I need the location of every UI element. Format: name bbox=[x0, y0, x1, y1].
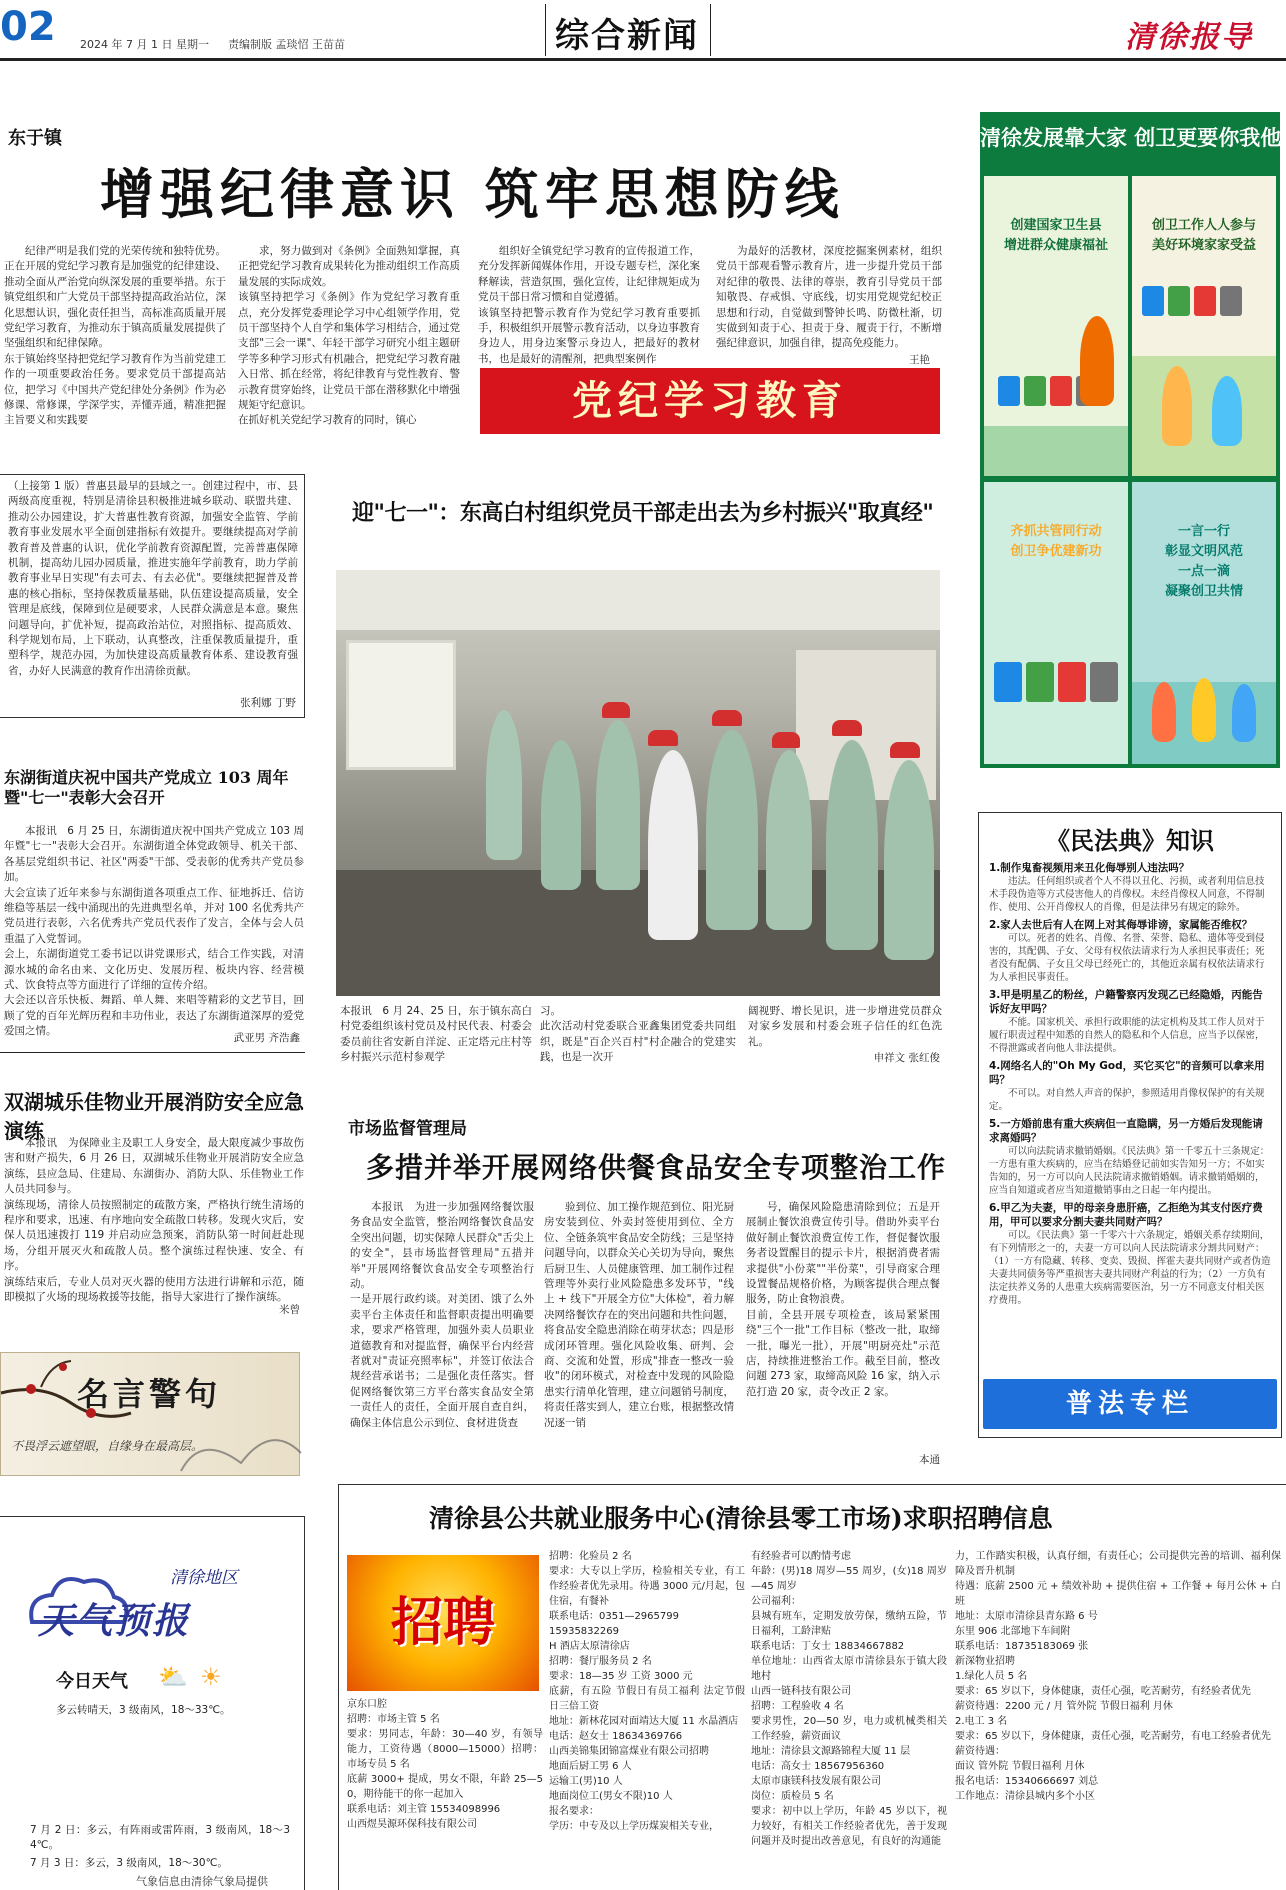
civil-code-box bbox=[978, 812, 1282, 1438]
jobs-col-3: 有经验者可以酌情考虑 年龄：(男)18 周岁—55 周岁，(女)18 周岁—45 周岁 公司福利： 县城有班车，定期发放劳保，缴纳五险，节日福利，工龄津贴 联系电话：丁女士 18834667882 单位地址：山西省太原市清徐县东于镇大段地村 山西一链科技有限公司 招聘：工程验收 4 名 要求男性，20—50 岁，电力或机械类相关工作经验，薪资面议 地址：清徐县文源路锦程大厦 11 层 电话：高女士 18567956360 太原市康镁科技发展有限公司 岗位：质检员 5 名 要求：初中以上学历，年龄 45 岁以下，视力较好，有相关工作经验者优先，善于发现问题并及时提出改善意见，有良好的沟通能 bbox=[751, 1551, 947, 1847]
feature-caption-col2: 习。 此次活动村党委联合亚鑫集团党委共同组织，既是"百企兴百村"村企融合的党建实践，也是一次开 bbox=[540, 1005, 736, 1064]
continued-article-box bbox=[0, 474, 305, 718]
forecast-day2: 7 月 2 日：多云，有阵雨或雷阵雨，3 级南风，18～34℃。 bbox=[30, 1824, 290, 1852]
poster-panel-1 bbox=[984, 176, 1128, 476]
qa-question: 3.甲是明星乙的粉丝，户籍警察丙发现乙已经隐婚，丙能告诉好友甲吗？ bbox=[989, 989, 1263, 1015]
qa-item bbox=[989, 918, 1273, 984]
civic-poster-title: 清徐发展靠大家 创卫更要你我他 bbox=[980, 125, 1282, 150]
market-col-2-text: 验到位、加工操作规范到位、阳光厨房安装到位、外卖封签使用到位、全方位、全链条筑牢食品安全防线；三是坚持问题导向，以群众关心关切为导向，聚焦后厨卫生、人员健康管理、加工制作过程管理等外卖行业风险隐患多发环节，"线上 + 线下"开展全方位"大体检"，着力解决网络餐饮存在的突出问题和共性问题，将食品安全隐患消除在萌芽状态；四是形成闭环管理。强化风险收集、研判、会商、交流和处置，形成"排查一整改一验收"的闭环模式，对检查中发现的风险隐患实行清单化管理，建立问题销号制度，将责任落实到人，建立台账，根据整改情况逐一销 bbox=[544, 1201, 734, 1429]
lead-col-3-text: 组织好全镇党纪学习教育的宣传报道工作，充分发挥新闻媒体作用，开设专题专栏，深化案释解读，营造氛围，强化宣传，让纪律规矩成为党员干部日常习惯和自觉遵循。 该镇坚持把警示教育作为党纪学习教育重要抓手，积极组织开展警示教育活动，以身边事教育身边人，用身边案警示身边人，把最好的教材书，也是最好的清醒剂，把典型案例作 bbox=[478, 245, 700, 365]
jobs-poster-text: 招聘 bbox=[390, 1592, 495, 1653]
sun-icon: ☀ bbox=[200, 1663, 222, 1691]
poster-panel-2 bbox=[1132, 176, 1276, 476]
law-column-banner bbox=[983, 1379, 1277, 1429]
qa-answer: 违法。任何组织或者个人不得以丑化、污损，或者利用信息技术手段伪造等方式侵害他人的肖像权。未经肖像权人同意，不得制作、使用、公开肖像权人的肖像，但是法律另有规定的除外。 bbox=[989, 876, 1265, 913]
poster-panel-3-text: 齐抓共管同行动 创卫争优建新功 bbox=[1010, 524, 1102, 559]
proverb-title: 名言警句 bbox=[77, 1375, 222, 1413]
lead-col-4-text: 为最好的活教材，深度挖掘案例素材，组织党员干部观看警示教育片，进一步提升党员干部对纪律的敬畏、法律的尊崇，教育引导党员干部知敬畏、存戒惧、守底线，切实用党规党纪校正思想和行动，自觉做到警钟长鸣、防微杜渐，切实做到知责于心、担责于身、履责于行，不断增强纪律意识，加强自律，提高免疫能力。 bbox=[716, 245, 942, 350]
page-number: 02 bbox=[0, 4, 56, 50]
jobs-box bbox=[338, 1484, 1286, 1890]
law-column-banner-text: 普法专栏 bbox=[1065, 1389, 1194, 1419]
qa-item bbox=[989, 1201, 1273, 1307]
dongzhu-headline: 东湖街道庆祝中国共产党成立 103 周年暨"七一"表彰大会召开 bbox=[4, 768, 289, 807]
weather-logo-text: 天气预报 bbox=[38, 1601, 191, 1642]
market-col-1 bbox=[350, 1200, 534, 1470]
jobs-headline: 清徐县公共就业服务中心(清徐县零工市场)求职招聘信息 bbox=[429, 1504, 1053, 1533]
weather-source: 气象信息由清徐气象局提供 bbox=[136, 1875, 268, 1888]
qa-answer: 不能。国家机关、承担行政职能的法定机构及其工作人员对于履行职责过程中知悉的自然人的隐私和个人信息，应当予以保密，不得泄露或者向他人非法提供。 bbox=[989, 1017, 1265, 1054]
feature-headline: 迎"七一"：东高白村组织党员干部走出去为乡村振兴"取真经" bbox=[352, 500, 934, 526]
fire-drill-body bbox=[4, 1136, 304, 1302]
jobs-col-2: 招聘：化验员 2 名 要求：大专以上学历，检验相关专业，有工作经验者优先录用。待遇 3000 元/月起，包住宿，有餐补 联系电话：0351—2965799 15935832269 H 酒店太原清徐店 招聘：餐厅服务员 2 名 要求：18—35 岁 工资 3000 元 底薪，有五险 节假日有员工福利 法定节假日三倍工资 地址：新林花园对面靖达大厦 11 水晶酒店 电话：赵女士 18634369766 山西美锦集团锦富煤业有限公司招聘 地面后厨工男 6 人 运输工(男)10 人 地面岗位工(男女不限)10 人 报名要求： 学历：中专及以上学历煤炭相关专业， bbox=[549, 1551, 745, 1832]
weather-box bbox=[0, 1516, 305, 1890]
qa-item bbox=[989, 1117, 1273, 1197]
lead-byline: 王艳 bbox=[909, 354, 930, 366]
lead-col-2 bbox=[238, 244, 460, 430]
poster-panel-2-text: 创卫工作人人参与 美好环境家家受益 bbox=[1151, 218, 1256, 253]
proverb-box bbox=[0, 1352, 300, 1476]
poster-panel-4 bbox=[1132, 482, 1276, 764]
qa-answer: 可以向法院请求撤销婚姻。《民法典》第一千零五十三条规定：一方患有重大疾病的，应当在结婚登记前如实告知另一方；不如实告知的，另一方可以向人民法院请求撤销婚姻。请求撤销婚姻的，应当自知道或者应当知道撤销事由之日起一年内提出。 bbox=[989, 1146, 1270, 1196]
poster-panel-4-text: 一言一行 彰显文明风范 一点一滴 凝聚创卫共情 bbox=[1164, 524, 1243, 599]
dongzhu-byline: 武亚男 齐浩鑫 bbox=[233, 1032, 300, 1044]
qa-answer: 可以。《民法典》第一千零六十六条规定，婚姻关系存续期间，有下列情形之一的，夫妻一方可以向人民法院请求分割共同财产：（1）一方有隐藏、转移、变卖、毁损、挥霍夫妻共同财产或者伪造夫妻共同债务等严重损害夫妻共同财产利益的行为；（2）一方负有法定扶养义务的人患重大疾病需要医治，另一方不同意支付相关医疗费用。 bbox=[989, 1230, 1271, 1306]
today-weather-label: 今日天气 bbox=[56, 1671, 128, 1692]
poster-panel-1-text: 创建国家卫生县 增进群众健康福祉 bbox=[1003, 218, 1108, 253]
lead-col-1-text: 纪律严明是我们党的光荣传统和独特优势。正在开展的党纪学习教育是加强党的纪律建设、推动全面从严治党向纵深发展的重要举措。东于镇党组织和广大党员干部坚持提高政治站位，深化思想认识，强化责任担当，高标准高质量开展党纪学习教育，为推动东于镇高质量发展提供了坚强组织和纪律保障。 东于镇始终坚持把党纪学习教育作为当前党建工作的一项重要政治任务。要求党员干部提高站位，把学习《中国共产党纪律处分条例》作为必修课、常修课，学深学实，弄懂弄通，精准把握主旨要义和实践要 bbox=[4, 245, 226, 427]
fire-drill-byline: 米曾 bbox=[279, 1304, 300, 1316]
lead-col-1 bbox=[4, 244, 226, 430]
qa-question: 2.家人去世后有人在网上对其侮辱诽谤，家属能否维权？ bbox=[989, 919, 1253, 931]
market-headline: 多措并举开展网络供餐食品安全专项整治工作 bbox=[366, 1151, 947, 1184]
feature-photo bbox=[336, 570, 940, 996]
lead-kicker: 东于镇 bbox=[8, 128, 62, 149]
section-title: 综合新闻 bbox=[555, 16, 699, 56]
paper-name-logo: 清徐报导 bbox=[1125, 20, 1253, 55]
civic-poster bbox=[980, 112, 1280, 768]
jobs-poster bbox=[347, 1555, 539, 1691]
qa-question: 6.甲乙为夫妻，甲的母亲身患肝癌，乙拒绝为其支付医疗费用，甲可以要求分割夫妻共同财产吗？ bbox=[989, 1202, 1263, 1228]
continued-article-text: （上接第 1 版）普惠县最早的县域之一。创建过程中，市、县两级高度重视，特别是清徐县积极推进城乡联动、联盟共建、推动公办园建设，扩大普惠性教育资源，加强安全监管、学前教育事业发展水平全面创建指标有效提升。要继续提高对学前教育普及普惠的认识，优化学前教育资源配置，完善普惠保障机制，提高幼儿园办园质量，推进实施年学前教育，助力学前教育事业早日实现"有去可去、有去必优"。要继续把握普及普惠的核心指标，坚持保教质量基础，队伍建设提高质量，安全管理是底线，保障到位是硬要求，人民群众满意是本意。聚焦问题导向，扩优补短，提高政治站位，对照指标、提高质效、科学规划布局，上下联动，认真整改，注重保教质量提升，重塑科学，规范办园，为加快建设高质量教育体系、建设教育强省，办好人民满意的教育作出清徐贡献。 bbox=[8, 480, 298, 677]
feature-caption-byline: 申祥文 张红俊 bbox=[873, 1052, 940, 1064]
lead-col-3 bbox=[478, 244, 700, 368]
qa-question: 4.网络名人的"Oh My God，买它买它"的音频可以拿来用吗？ bbox=[989, 1060, 1265, 1086]
feature-caption-col1: 本报讯 6 月 24、25 日，东于镇东高白村党委组织该村党员及村民代表、村委会委员前往省安新自洋淀、正定塔元庄村等乡村振兴示范村参观学 bbox=[340, 1005, 532, 1064]
jobs-col-1: 京东口腔 招聘：市场主管 5 名 要求：男同志，年龄：30—40 岁，有领导能力，工资待遇（8000—15000）招聘：市场专员 5 名 底薪 3000+ 提成，男女不限，年龄 25—50，期待能干的你一起加入 联系电话：刘主管 15534098996 山西煜昊源环保科技有限公司 bbox=[347, 1699, 543, 1830]
fire-drill-headline: 双湖城乐佳物业开展消防安全应急演练 bbox=[4, 1090, 304, 1143]
editor-credit: 责编制版 孟琰怊 王苗苗 bbox=[228, 38, 345, 51]
civil-code-qa-list bbox=[989, 861, 1273, 1365]
party-discipline-banner-text: 党纪学习教育 bbox=[572, 377, 848, 424]
market-col-1-text: 本报讯 为进一步加强网络餐饮服务食品安全监管，整治网络餐饮食品安全突出问题，切实保障人民群众"舌尖上的安全"，县市场监督管理局"五措并举"开展网络餐饮食品安全专项整治行动。 一是开展行政约谈。对美团、饿了么外卖平台主体责任和监督职责提出明确要求，要求严格管理，加强外卖人员职业道德教育和对提监督，确保平台内经营者就对"责证亮照率标"，并签订依法合规经营承诺书；二是强化责任落实。督促网络餐饮第三方平台落实食品安全第一责任人的责任，全面开展自查自纠，确保主体信息公示到位、食材进货查 bbox=[350, 1201, 534, 1429]
proverb-quote: 不畏浮云遮望眼，自缘身在最高层。 bbox=[11, 1439, 204, 1453]
masthead bbox=[0, 0, 1286, 60]
poster-panel-3 bbox=[984, 482, 1128, 764]
qa-item bbox=[989, 1059, 1273, 1113]
market-col-3 bbox=[746, 1200, 940, 1450]
lead-headline: 增强纪律意识 筑牢思想防线 bbox=[100, 162, 845, 226]
qa-answer: 可以。死者的姓名、肖像、名誉、荣誉、隐私、遗体等受到侵害的，其配偶、子女、父母有权依法请求行为人承担民事责任；死者没有配偶、子女且父母已经死亡的，其他近亲属有权依法请求行为人承担民事责任。 bbox=[989, 933, 1265, 983]
cloudy-icon: ⛅ bbox=[158, 1663, 188, 1691]
qa-item bbox=[989, 988, 1273, 1055]
party-discipline-banner bbox=[480, 368, 940, 434]
issue-date: 2024 年 7 月 1 日 星期一 bbox=[80, 38, 209, 51]
qa-question: 5.一方婚前患有重大疾病但一直隐瞒，另一方婚后发现能请求离婚吗？ bbox=[989, 1118, 1263, 1144]
qa-answer: 不可以。对自然人声音的保护，参照适用肖像权保护的有关规定。 bbox=[989, 1088, 1265, 1112]
forecast-day3: 7 月 3 日：多云，3 级南风，18～30℃。 bbox=[30, 1856, 228, 1869]
market-col-3-text: 号，确保风险隐患清除到位；五是开展制止餐饮浪费宣传引导。借助外卖平台做好制止餐饮浪费宣传工作，督促餐饮服务者设置醒目的提示卡片，根据消费者需求提供"小份菜""半份菜"，引导商家合理设置餐品规格价格，为顾客提供合理点餐服务，防止食物浪费。 目前，全县开展专项检查，该局紧紧围绕"三个一批"工作目标（整改一批，取缔一批，曝光一批），开展"明厨亮灶"示范店，持续推进整治工作。截至目前，整改问题 273 家，取缔高风险 16 家，纳入示范打造 20 家，责令改正 2 家。 bbox=[746, 1201, 940, 1398]
lead-col-2-text: 求，努力做到对《条例》全面熟知掌握，真正把党纪学习教育成果转化为推动组织工作高质量发展的实际成效。 该镇坚持把学习《条例》作为党纪学习教育重点，充分发挥党委理论学习中心组领学作用，党员干部坚持个人自学和集体学习相结合，通过党支部"三会一课"、年轻干部学习研究小组主题研学等多种学习形式有机融合，把党纪学习教育融入日常、抓在经常，将纪律教育与党性教育、警示教育贯穿始终，让党员干部在潜移默化中增强规矩守纪意识。 在抓好机关党纪学习教育的同时，镇心 bbox=[238, 245, 460, 427]
market-col-2 bbox=[544, 1200, 734, 1470]
qa-question: 1.制作鬼畜视频用来丑化侮辱别人违法吗？ bbox=[989, 862, 1190, 874]
fire-drill-body-text: 本报讯 为保障业主及职工人身安全，最大限度减少事故伤害和财产损失，6 月 26 日，双湖城乐佳物业开展消防安全应急演练，县应急局、住建局、东湖街办、消防大队、乐佳物业工作人员共同参与。 演练现场，清徐人员按照制定的疏散方案，严格执行统生清场的程序和要求，迅速、有序地向安全疏散口转移。发现火灾后，安保人员迅速拨打 119 并启动应急预案，消防队第一时间赶赴现场，分组开展灭火和疏散人员。整个演练过程快速、安全、有序。 演练结束后，专业人员对灭火器的使用方法进行讲解和示范，随即模拟了火场的现场救援等技能，指导大家进行了操作演练。 bbox=[4, 1137, 304, 1304]
market-byline: 本通 bbox=[919, 1454, 940, 1466]
feature-caption-col3: 阔视野、增长见识，进一步增进党员群众对家乡发展和村委会班子信任的红色洗礼。 bbox=[748, 1005, 942, 1048]
weather-region: 清徐地区 bbox=[170, 1568, 238, 1588]
qa-item bbox=[989, 861, 1273, 914]
today-weather-text: 多云转晴天，3 级南风，18～33℃。 bbox=[56, 1704, 231, 1716]
civil-code-title: 《民法典》知识 bbox=[1046, 826, 1214, 855]
dongzhu-body-text: 本报讯 6 月 25 日，东湖街道庆祝中国共产党成立 103 周年暨"七一"表彰大会召开。东湖街道全体党政领导、机关干部、各基层党组织书记、社区"两委"干部、受表彰的优秀共产党员参加。 大会宣读了近年来参与东湖街道各项重点工作、征地拆迁、信访维稳等基层一线中涌现出的先进典型名单，并对 100 名优秀共产党员进行表彰，六名优秀共产党员代表作了发言，全体与会人员重温了入党誓词。 会上，东湖街道党工委书记以讲党课形式，结合工作实践，对清源水城的命名由来、文化历史、发展历程、板块内容、经营模式、饮食特点等方面进行了详细的宣传介绍。 大会还以音乐快板、舞蹈、单人舞、来唱等精彩的文艺节目，回顾了党的百年光辉历程和丰功伟业，表达了东湖街道深厚的爱党爱国之情。 bbox=[4, 825, 304, 1038]
continued-byline: 张利娜 丁野 bbox=[240, 697, 296, 709]
lead-col-4 bbox=[716, 244, 942, 352]
jobs-col-4: 力，工作踏实积极，认真仔细，有责任心；公司提供完善的培训、福利保障及晋升机制 待遇：底薪 2500 元 + 绩效补助 + 提供住宿 + 工作餐 + 每月公休 + 白班 地址：太原市清徐县青东路 6 号 东里 906 北部地下车间附 联系电话：18735183069 张 新深物业招聘 1.绿化人员 5 名 要求：65 岁以下，身体健康，责任心强，吃苦耐劳，有经验者优先 薪资待遇：2200 元 / 月 管外院 节假日福利 月休 2.电工 3 名 要求：65 岁以下，身体健康，责任心强，吃苦耐劳，有电工经验者优先 薪资待遇： 面议 管外院 节假日福利 月休 报名电话：15340666697 刘总 工作地点：清徐县城内多个小区 bbox=[955, 1551, 1281, 1802]
market-kicker: 市场监督管理局 bbox=[348, 1119, 467, 1139]
